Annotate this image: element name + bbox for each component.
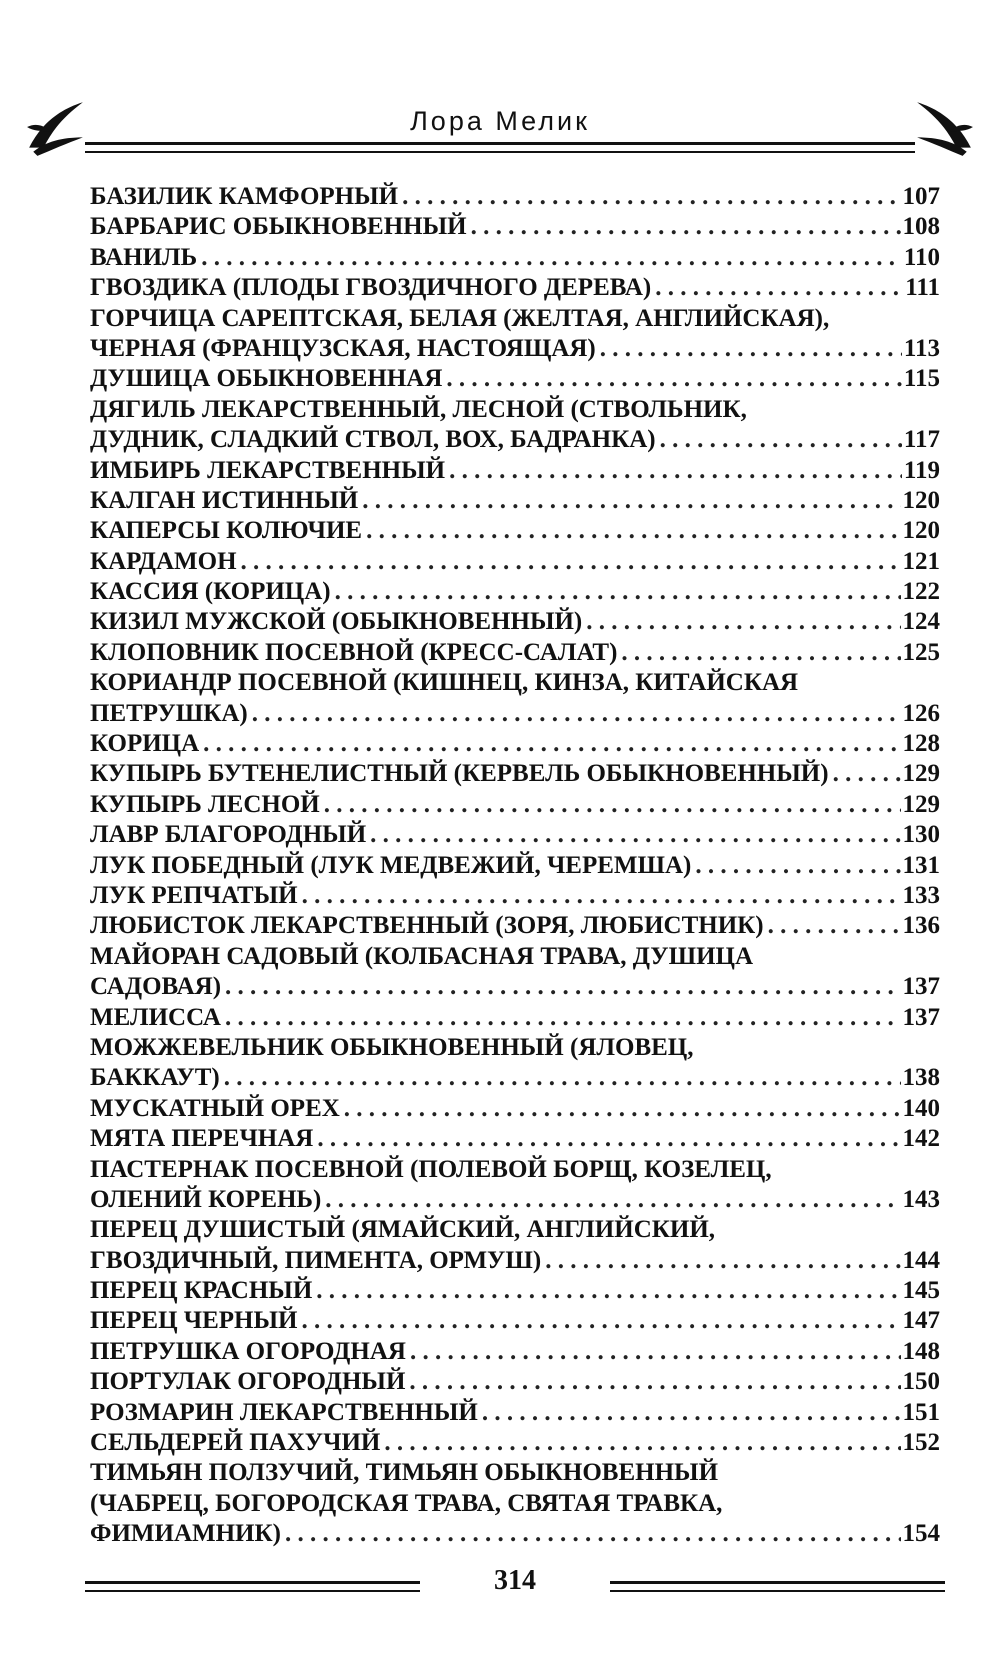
toc-entry bbox=[90, 881, 940, 911]
toc-entry bbox=[90, 182, 940, 212]
page-number: 314 bbox=[494, 1565, 536, 1596]
dot-leader bbox=[691, 851, 900, 881]
toc-entry-title: ВАНИЛЬ bbox=[90, 243, 198, 271]
toc-entry bbox=[90, 304, 940, 334]
toc-entry bbox=[90, 1519, 940, 1549]
toc-entry bbox=[90, 911, 940, 941]
dot-leader bbox=[541, 1246, 900, 1276]
dot-leader bbox=[445, 456, 902, 486]
toc-entry bbox=[90, 243, 940, 273]
toc-entry bbox=[90, 607, 940, 637]
toc-entry-title: КАССИЯ (КОРИЦА) bbox=[90, 578, 331, 606]
toc-entry bbox=[90, 1155, 940, 1185]
dot-leader bbox=[380, 1428, 900, 1458]
toc-entry bbox=[90, 759, 940, 789]
dot-leader bbox=[237, 547, 901, 577]
toc-entry-title: МЕЛИССА bbox=[90, 1003, 221, 1031]
dot-leader bbox=[362, 516, 900, 546]
toc-entry-title: КОРИАНДР ПОСЕВНОЙ (КИШНЕЦ, КИНЗА, КИТАЙСКАЯ bbox=[90, 669, 799, 697]
toc-entry-page: 126 bbox=[902, 699, 940, 727]
toc-entry-title: ПЕРЕЦ ЧЕРНЫЙ bbox=[90, 1307, 298, 1335]
toc-entry-page: 113 bbox=[903, 334, 940, 362]
toc-entry bbox=[90, 516, 940, 546]
toc-entry bbox=[90, 942, 940, 972]
table-of-contents bbox=[90, 182, 940, 1550]
dot-leader bbox=[358, 486, 900, 516]
toc-entry-title: (ЧАБРЕЦ, БОГОРОДСКАЯ ТРАВА, СВЯТАЯ ТРАВКА, bbox=[90, 1489, 723, 1517]
dot-leader bbox=[248, 699, 901, 729]
footer-rule-right bbox=[610, 1581, 945, 1592]
toc-entry bbox=[90, 1306, 940, 1336]
toc-entry bbox=[90, 1094, 940, 1124]
toc-entry-title: ГОРЧИЦА САРЕПТСКАЯ, БЕЛАЯ (ЖЕЛТАЯ, АНГЛИЙСКАЯ), bbox=[90, 304, 830, 332]
toc-entry-title: ФИМИАМНИК) bbox=[90, 1520, 281, 1548]
toc-entry bbox=[90, 972, 940, 1002]
dot-leader bbox=[656, 425, 902, 455]
toc-entry bbox=[90, 1398, 940, 1428]
toc-entry-title: МАЙОРАН САДОВЫЙ (КОЛБАСНАЯ ТРАВА, ДУШИЦА bbox=[90, 942, 754, 970]
dot-leader bbox=[405, 1367, 900, 1397]
toc-entry-title: ГВОЗДИЧНЫЙ, ПИМЕНТА, ОРМУШ) bbox=[90, 1246, 542, 1274]
toc-entry-page: 108 bbox=[902, 213, 940, 241]
dot-leader bbox=[406, 1337, 901, 1367]
toc-entry bbox=[90, 1215, 940, 1245]
toc-entry-title: ДУДНИК, СЛАДКИЙ СТВОЛ, ВОХ, БАДРАНКА) bbox=[90, 426, 656, 454]
toc-entry-page: 143 bbox=[902, 1185, 940, 1213]
toc-entry-page: 151 bbox=[902, 1398, 940, 1426]
toc-entry-title: ГВОЗДИКА (ПЛОДЫ ГВОЗДИЧНОГО ДЕРЕВА) bbox=[90, 274, 652, 302]
toc-entry-page: 115 bbox=[903, 365, 940, 393]
toc-entry-title: ЛЮБИСТОК ЛЕКАРСТВЕННЫЙ (ЗОРЯ, ЛЮБИСТНИК) bbox=[90, 912, 764, 940]
toc-entry bbox=[90, 1276, 940, 1306]
dot-leader bbox=[398, 182, 900, 212]
page-footer bbox=[85, 1565, 945, 1601]
toc-entry-page: 111 bbox=[905, 274, 940, 302]
toc-entry-title: ЛУК ПОБЕДНЫЙ (ЛУК МЕДВЕЖИЙ, ЧЕРЕМША) bbox=[90, 851, 692, 879]
toc-entry-page: 117 bbox=[903, 426, 940, 454]
dot-leader bbox=[596, 334, 902, 364]
toc-entry-title: ЧЕРНАЯ (ФРАНЦУЗСКАЯ, НАСТОЯЩАЯ) bbox=[90, 334, 596, 362]
toc-entry bbox=[90, 273, 940, 303]
toc-entry bbox=[90, 212, 940, 242]
toc-entry-title: КОРИЦА bbox=[90, 730, 200, 758]
dot-leader bbox=[467, 212, 901, 242]
toc-entry-title: КАРДАМОН bbox=[90, 547, 237, 575]
toc-entry-title: ТИМЬЯН ПОЛЗУЧИЙ, ТИМЬЯН ОБЫКНОВЕННЫЙ bbox=[90, 1459, 719, 1487]
toc-entry-title: ДЯГИЛЬ ЛЕКАРСТВЕННЫЙ, ЛЕСНОЙ (СТВОЛЬНИК, bbox=[90, 395, 747, 423]
toc-entry bbox=[90, 638, 940, 668]
toc-entry-page: 125 bbox=[902, 638, 940, 666]
toc-entry-title: ПАСТЕРНАК ПОСЕВНОЙ (ПОЛЕВОЙ БОРЩ, КОЗЕЛЕЦ, bbox=[90, 1155, 772, 1183]
toc-entry-page: 122 bbox=[902, 578, 940, 606]
toc-entry bbox=[90, 334, 940, 364]
toc-entry-page: 121 bbox=[902, 547, 940, 575]
dot-leader bbox=[298, 881, 901, 911]
dot-leader bbox=[221, 972, 900, 1002]
toc-entry-title: СЕЛЬДЕРЕЙ ПАХУЧИЙ bbox=[90, 1429, 381, 1457]
toc-entry-title: ПЕРЕЦ ДУШИСТЫЙ (ЯМАЙСКИЙ, АНГЛИЙСКИЙ, bbox=[90, 1216, 716, 1244]
running-title: Лора Мелик bbox=[410, 106, 590, 136]
toc-entry-page: 107 bbox=[902, 183, 940, 210]
toc-entry-page: 128 bbox=[902, 730, 940, 758]
toc-entry-page: 150 bbox=[902, 1368, 940, 1396]
toc-entry-page: 131 bbox=[902, 851, 940, 879]
toc-entry-page: 133 bbox=[902, 881, 940, 909]
toc-entry-title: БАККАУТ) bbox=[90, 1064, 220, 1092]
toc-entry bbox=[90, 1185, 940, 1215]
toc-entry-title: ПЕРЕЦ КРАСНЫЙ bbox=[90, 1277, 313, 1305]
toc-entry-title: ЛАВР БЛАГОРОДНЫЙ bbox=[90, 821, 367, 849]
toc-entry bbox=[90, 820, 940, 850]
toc-entry-title: МУСКАТНЫЙ ОРЕХ bbox=[90, 1094, 340, 1122]
toc-entry-page: 137 bbox=[902, 1003, 940, 1031]
toc-entry-title: ПЕТРУШКА) bbox=[90, 699, 248, 727]
dot-leader bbox=[366, 820, 900, 850]
dot-leader bbox=[331, 577, 901, 607]
toc-entry-title: МОЖЖЕВЕЛЬНИК ОБЫКНОВЕННЫЙ (ЯЛОВЕЦ, bbox=[90, 1033, 694, 1061]
toc-entry bbox=[90, 729, 940, 759]
dot-leader bbox=[442, 364, 901, 394]
toc-entry-page: 140 bbox=[902, 1094, 940, 1122]
toc-entry bbox=[90, 1337, 940, 1367]
dot-leader bbox=[220, 1063, 901, 1093]
toc-entry-page: 148 bbox=[902, 1337, 940, 1365]
dot-leader bbox=[199, 729, 900, 759]
dot-leader bbox=[313, 1124, 900, 1154]
toc-entry bbox=[90, 851, 940, 881]
toc-entry-page: 129 bbox=[902, 790, 940, 818]
toc-entry-page: 124 bbox=[902, 608, 940, 636]
dot-leader bbox=[221, 1003, 901, 1033]
toc-entry bbox=[90, 1124, 940, 1154]
toc-entry bbox=[90, 577, 940, 607]
toc-entry-page: 144 bbox=[902, 1246, 940, 1274]
toc-entry bbox=[90, 1489, 940, 1519]
toc-entry-title: КАЛГАН ИСТИННЫЙ bbox=[90, 486, 359, 514]
toc-entry-page: 142 bbox=[902, 1125, 940, 1153]
toc-entry-page: 119 bbox=[903, 456, 940, 484]
toc-entry-page: 152 bbox=[902, 1429, 940, 1457]
toc-entry bbox=[90, 425, 940, 455]
toc-entry bbox=[90, 1033, 940, 1063]
toc-entry bbox=[90, 668, 940, 698]
header-rule bbox=[85, 142, 915, 153]
toc-entry bbox=[90, 1367, 940, 1397]
running-header bbox=[25, 92, 975, 162]
toc-entry-title: КУПЫРЬ БУТЕНЕЛИСТНЫЙ (КЕРВЕЛЬ ОБЫКНОВЕННЫЙ) bbox=[90, 760, 829, 788]
toc-entry-title: КУПЫРЬ ЛЕСНОЙ bbox=[90, 790, 320, 818]
toc-entry-title: КЛОПОВНИК ПОСЕВНОЙ (КРЕСС-САЛАТ) bbox=[90, 638, 618, 666]
dot-leader bbox=[340, 1094, 901, 1124]
dot-leader bbox=[321, 1185, 900, 1215]
toc-entry bbox=[90, 547, 940, 577]
toc-entry-title: МЯТА ПЕРЕЧНАЯ bbox=[90, 1125, 314, 1153]
toc-entry bbox=[90, 456, 940, 486]
toc-entry-page: 137 bbox=[902, 973, 940, 1001]
toc-entry-page: 129 bbox=[902, 760, 940, 788]
toc-entry bbox=[90, 395, 940, 425]
toc-entry-page: 154 bbox=[902, 1520, 940, 1548]
toc-entry-page: 147 bbox=[902, 1307, 940, 1335]
toc-entry-page: 120 bbox=[902, 517, 940, 545]
toc-entry-title: РОЗМАРИН ЛЕКАРСТВЕННЫЙ bbox=[90, 1398, 478, 1426]
toc-entry bbox=[90, 699, 940, 729]
toc-entry-title: ПЕТРУШКА ОГОРОДНАЯ bbox=[90, 1337, 406, 1365]
toc-entry-title: КАПЕРСЫ КОЛЮЧИЕ bbox=[90, 517, 363, 545]
toc-entry-title: ДУШИЦА ОБЫКНОВЕННАЯ bbox=[90, 365, 443, 393]
toc-entry-page: 130 bbox=[902, 821, 940, 849]
toc-entry bbox=[90, 486, 940, 516]
toc-entry bbox=[90, 1458, 940, 1488]
dot-leader bbox=[312, 1276, 900, 1306]
toc-entry-page: 110 bbox=[903, 243, 940, 271]
toc-entry-title: ИМБИРЬ ЛЕКАРСТВЕННЫЙ bbox=[90, 456, 446, 484]
toc-entry-title: ПОРТУЛАК ОГОРОДНЫЙ bbox=[90, 1368, 406, 1396]
toc-entry-title: ЛУК РЕПЧАТЫЙ bbox=[90, 881, 298, 909]
toc-entry bbox=[90, 1428, 940, 1458]
toc-entry bbox=[90, 790, 940, 820]
toc-entry-title: БАЗИЛИК КАМФОРНЫЙ bbox=[90, 183, 399, 210]
dot-leader bbox=[478, 1398, 901, 1428]
dot-leader bbox=[197, 243, 902, 273]
toc-entry-page: 136 bbox=[902, 912, 940, 940]
toc-entry bbox=[90, 364, 940, 394]
dot-leader bbox=[298, 1306, 901, 1336]
dot-leader bbox=[582, 607, 900, 637]
toc-entry bbox=[90, 1003, 940, 1033]
dot-leader bbox=[320, 790, 901, 820]
toc-entry-title: САДОВАЯ) bbox=[90, 973, 222, 1001]
dot-leader bbox=[651, 273, 903, 303]
dot-leader bbox=[281, 1519, 901, 1549]
toc-entry-title: БАРБАРИС ОБЫКНОВЕННЫЙ bbox=[90, 213, 467, 241]
toc-entry-page: 120 bbox=[902, 486, 940, 514]
dot-leader bbox=[764, 911, 901, 941]
toc-entry-title: ОЛЕНИЙ КОРЕНЬ) bbox=[90, 1185, 322, 1213]
toc-entry-page: 138 bbox=[902, 1064, 940, 1092]
dot-leader bbox=[617, 638, 900, 668]
leaf-flourish-icon bbox=[913, 96, 975, 158]
toc-entry-page: 145 bbox=[902, 1277, 940, 1305]
toc-entry bbox=[90, 1063, 940, 1093]
dot-leader bbox=[829, 759, 901, 789]
toc-entry bbox=[90, 1246, 940, 1276]
toc-entry-title: КИЗИЛ МУЖСКОЙ (ОБЫКНОВЕННЫЙ) bbox=[90, 608, 583, 636]
